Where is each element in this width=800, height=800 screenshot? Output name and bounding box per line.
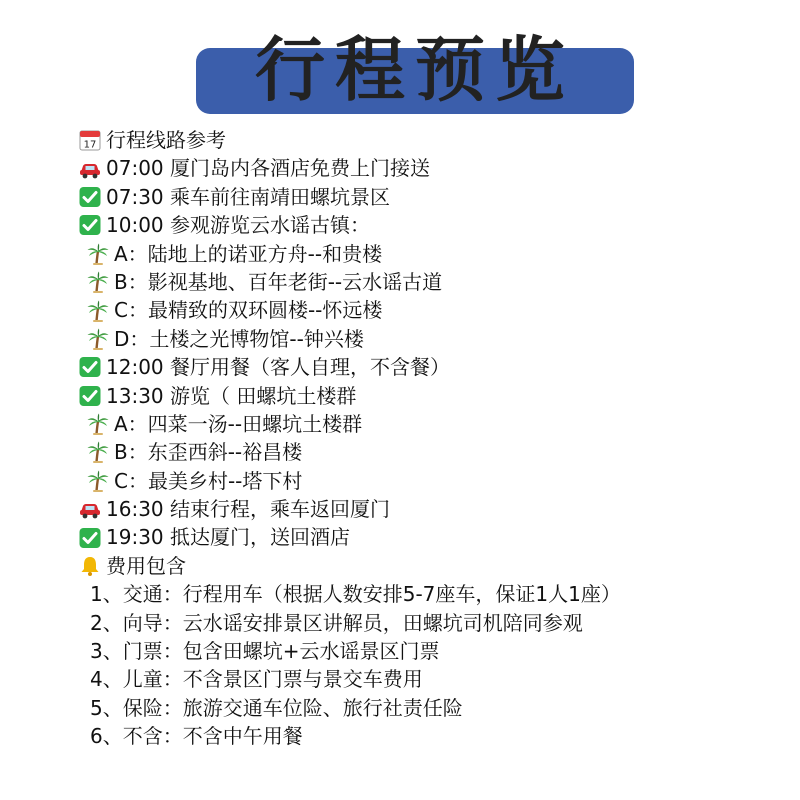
itinerary-item-text: 13:30 游览（ 田螺坑土楼群 [106,383,357,408]
car-icon [78,498,102,520]
palm-tree-icon [86,470,110,492]
calendar-icon [78,129,102,151]
fees-heading-text: 费用包含 [106,553,186,578]
car-icon [78,158,102,180]
check-icon [78,186,102,208]
fee-item: 1、交通：行程用车（根据人数安排5-7座车，保证1人1座） [90,582,621,607]
itinerary-content [78,126,778,751]
fees-list [78,580,778,750]
fee-item: 4、儿童：不含景区门票与景交车费用 [90,667,423,692]
itinerary-heading [78,126,778,154]
itinerary-item-text: 19:30 抵达厦门，送回酒店 [106,525,350,550]
itinerary-item [78,467,778,495]
itinerary-item-text: A：四菜一汤--田螺坑土楼群 [114,411,363,436]
itinerary-item-text: 12:00 餐厅用餐（客人自理，不含餐） [106,355,450,380]
svg-text:17: 17 [83,139,97,151]
itinerary-item [78,410,778,438]
itinerary-item [78,154,778,182]
itinerary-item-text: B：影视基地、百年老街--云水谣古道 [114,269,443,294]
itinerary-list [78,154,778,551]
palm-tree-icon [86,300,110,322]
itinerary-item-text: 16:30 结束行程，乘车返回厦门 [106,497,390,522]
itinerary-item [78,240,778,268]
itinerary-item [78,296,778,324]
itinerary-item-text: C：最精致的双环圆楼--怀远楼 [114,298,383,323]
itinerary-heading-text: 行程线路参考 [106,128,226,152]
itinerary-item [78,495,778,523]
itinerary-item [78,325,778,353]
palm-tree-icon [86,441,110,463]
itinerary-item [78,183,778,211]
bell-icon [78,555,102,577]
fee-item: 6、不含：不含中午用餐 [90,724,303,749]
palm-tree-icon [86,413,110,435]
fee-item: 5、保险：旅游交通车位险、旅行社责任险 [90,695,463,720]
fee-item: 2、向导：云水谣安排景区讲解员，田螺坑司机陪同参观 [90,610,583,635]
check-icon [78,385,102,407]
itinerary-item-text: B：东歪西斜--裕昌楼 [114,440,303,465]
itinerary-item [78,523,778,551]
check-icon [78,214,102,236]
itinerary-item-text: C：最美乡村--塔下村 [114,468,303,493]
page-title: 行程预览 [255,28,575,111]
palm-tree-icon [86,328,110,350]
fee-item: 3、门票：包含田螺坑+云水谣景区门票 [90,639,440,664]
palm-tree-icon [86,243,110,265]
palm-tree-icon [86,271,110,293]
itinerary-item-text: 07:00 厦门岛内各酒店免费上门接送 [106,156,430,181]
itinerary-item-text: A：陆地上的诺亚方舟--和贵楼 [114,241,383,266]
itinerary-item-text: D：土楼之光博物馆--钟兴楼 [114,326,364,351]
itinerary-item-text: 10:00 参观游览云水谣古镇： [106,213,370,238]
check-icon [78,356,102,378]
fees-heading [78,552,778,580]
itinerary-item [78,211,778,239]
itinerary-item-text: 07:30 乘车前往南靖田螺坑景区 [106,184,390,209]
itinerary-item [78,353,778,381]
check-icon [78,527,102,549]
itinerary-item [78,268,778,296]
itinerary-item [78,382,778,410]
itinerary-item [78,438,778,466]
